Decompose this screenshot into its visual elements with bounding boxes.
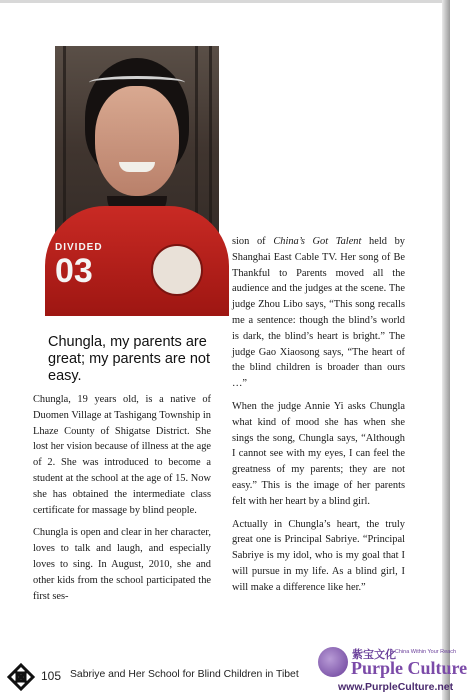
watermark-chinese: 紫宝文化: [352, 648, 396, 661]
watermark-name: Purple Culture: [351, 658, 467, 678]
purple-culture-watermark: [318, 645, 467, 697]
paragraph: Chungla, 19 years old, is a native of Duomen Village at Tashigang Township in Lhaze County of Shigatse District. She lost her vision because of illness at the age of 2. She was introduced to become a student at the school at the age of 15. Now she has obtained the intermediate class certificate for massage by blind people.: [33, 394, 211, 516]
running-title: Sabriye and Her School for Blind Children in Tibet: [70, 669, 299, 680]
left-column: [33, 392, 211, 611]
paragraph: sion of China’s Got Talent held by Shanghai East Cable TV. Her song of Be Thankful to Parents moved all the audience and the judges at the scene. The judge Zhou Libo says, “This song recalls me a sentence: though the blind’s world is dark, the blind’s heart is bright.” The judge Gao Xiaosong says, “The heart of the blind children is broader than ours …”: [232, 236, 405, 390]
right-column: [232, 234, 405, 603]
endless-knot-icon: [7, 663, 35, 691]
page-edge-shadow: [442, 0, 450, 700]
page-top-edge: [0, 0, 450, 3]
watermark-url: www.PurpleCulture.net: [338, 681, 454, 693]
jersey-text: DIVIDED: [55, 242, 103, 253]
chungla-photo: [55, 46, 219, 302]
purple-culture-logo-icon: [318, 647, 348, 677]
photo-caption: Chungla, my parents are great; my parents are not easy.: [48, 334, 210, 384]
paragraph: Actually in Chungla’s heart, the truly great one is Principal Sabriye. “Principal Sabriye is my idol, who is my goal that I will pursue in my life. As a blind girl, I will make a difference like her.”: [232, 518, 405, 593]
paragraph: When the judge Annie Yi asks Chungla what kind of mood she has when she sings the song, Chungla says, “Although I cannot see with my eyes, I can feel the greatness of my parents; they are not easy.” This is the image of her parents felt with her heart by a blind girl.: [232, 400, 405, 507]
paragraph: Chungla is open and clear in her character, loves to talk and laugh, and especially loves to sing. In August, 2010, she and other kids from the school participated the first ses-: [33, 527, 211, 602]
jersey-number: 03: [55, 252, 93, 290]
watermark-tagline: A China Within Your Reach: [390, 649, 457, 655]
page-number: 105: [41, 669, 62, 683]
jersey-badge-icon: [151, 244, 203, 296]
